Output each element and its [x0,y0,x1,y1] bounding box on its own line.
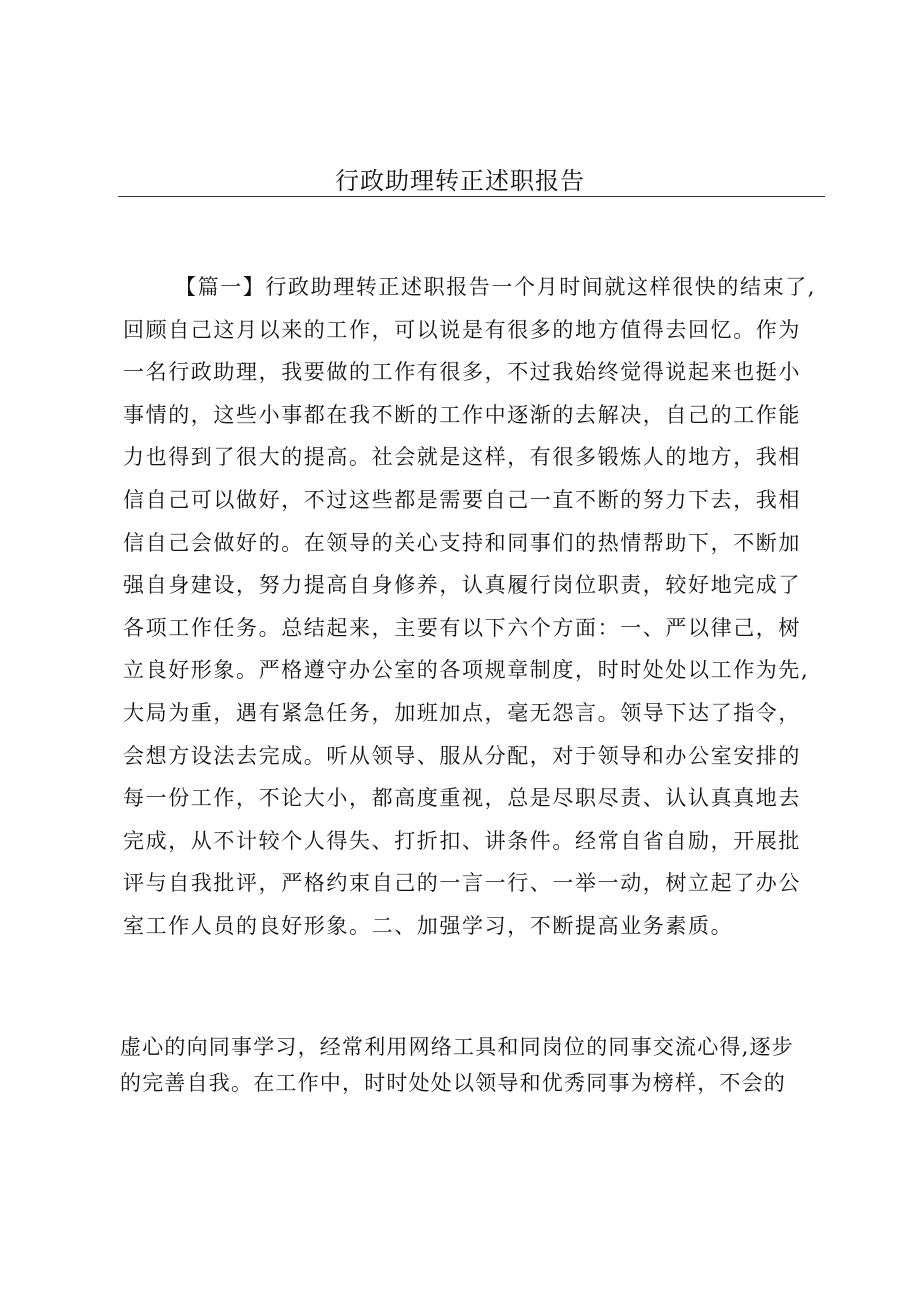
text-line: 的完善自我。在工作中，时时处处以领导和优秀同事为榜样，不会的 [120,1071,786,1095]
text-line: 会想方设法去完成。听从领导、服从分配，对于领导和办公室安排的 [123,743,801,768]
text-line: 室工作人员的良好形象。二、加强学习，不断提高业务素质。 [123,913,734,938]
text-line: 虚心的向同事学习，经常利用网络工具和同岗位的同事交流心得,逐步 [120,1035,794,1059]
text-line: 【篇一】行政助理转正述职报告一个月时间就这样很快的结束了, [175,275,817,299]
text-line: 每一份工作，不论大小，都高度重视，总是尽职尽责、认认真真地去 [123,786,801,811]
text-line: 事情的，这些小事都在我不断的工作中逐渐的去解决，自己的工作能 [123,402,801,427]
text-line: 立良好形象。严格遵守办公室的各项规章制度，时时处处以工作为先, [123,658,810,683]
body-paragraph-2 [120,1029,828,1101]
text-line: 信自己可以做好，不过这些都是需要自己一直不断的努力下去，我相 [123,487,801,512]
document-title: 行政助理转正述职报告 [335,167,585,195]
text-line: 各项工作任务。总结起来，主要有以下六个方面：一、严以律己，树 [123,615,801,640]
text-line: 信自己会做好的。在领导的关心支持和同事们的热情帮助下，不断加 [123,530,801,555]
text-line: 回顾自己这月以来的工作，可以说是有很多的地方值得去回忆。作为 [123,317,801,342]
body-paragraph-1 [123,266,827,948]
text-line: 强自身建设，努力提高自身修养，认真履行岗位职责，较好地完成了 [123,573,801,598]
text-line: 评与自我批评，严格约束自己的一言一行、一举一动，树立起了办公 [123,871,801,896]
text-line: 力也得到了很大的提高。社会就是这样，有很多锻炼人的地方，我相 [123,445,801,470]
text-line: 一名行政助理，我要做的工作有很多，不过我始终觉得说起来也挺小 [123,360,801,385]
text-line: 完成，从不计较个人得失、打折扣、讲条件。经常自省自励，开展批 [123,828,801,853]
title-underline [118,196,825,197]
text-line: 大局为重，遇有紧急任务，加班加点，毫无怨言。领导下达了指令， [123,700,801,725]
